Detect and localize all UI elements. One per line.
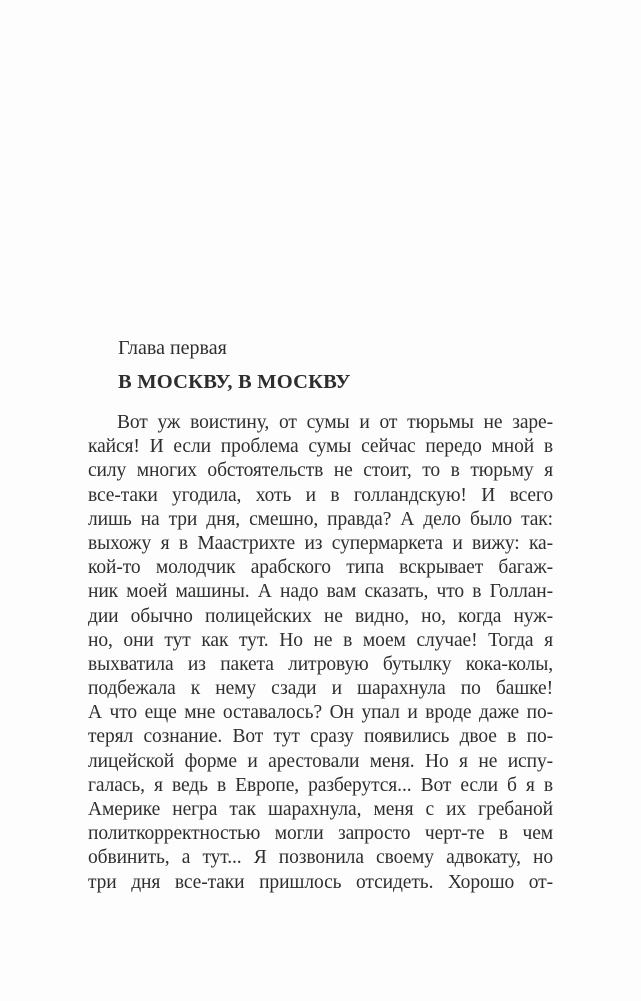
body-line: обвинить, а тут... Я позвонила своему адвокату, но xyxy=(88,847,553,869)
body-line: выхожу я в Маастрихте из супермаркета и вижу: ка- xyxy=(88,532,553,554)
body-line: политкорректностью могли запросто черт-те в чем xyxy=(88,823,553,845)
body-line: Вот уж воистину, от сумы и от тюрьмы не заре- xyxy=(117,412,553,433)
body-line: силу многих обстоятельств не стоит, то в тюрьму я xyxy=(88,460,553,482)
body-line: три дня все-таки пришлось отсидеть. Хорошо от- xyxy=(88,871,553,893)
chapter-title: В МОСКВУ, В МОСКВУ xyxy=(118,371,351,393)
text-block xyxy=(88,336,553,895)
body-line: дии обычно полицейских не видно, но, когда нуж- xyxy=(88,605,553,627)
body-line: кой-то молодчик арабского типа вскрывает багаж- xyxy=(88,557,553,579)
body-line: выхватила из пакета литровую бутылку кока-колы, xyxy=(88,653,553,675)
body-line: подбежала к нему сзади и шарахнула по башке! xyxy=(88,678,553,700)
body-line: терял сознание. Вот тут сразу появились двое в по- xyxy=(88,726,553,748)
body-line: Америке негра так шарахнула, меня с их гребаной xyxy=(88,799,553,820)
body-line: но, они тут как тут. Но не в моем случае! Тогда я xyxy=(88,629,553,651)
chapter-label: Глава первая xyxy=(118,337,227,359)
body-paragraph xyxy=(88,411,553,895)
body-line: А что еще мне оставалось? Он упал и вроде даже по- xyxy=(88,702,553,724)
body-line: лицейской форме и арестовали меня. Но я не испу- xyxy=(88,750,553,772)
body-line: ник моей машины. А надо вам сказать, что в Голлан- xyxy=(88,581,553,603)
body-line: галась, я ведь в Европе, разберутся... Вот если б я в xyxy=(88,774,553,796)
body-line: все-таки угодила, хоть и в голландскую! И всего xyxy=(88,484,553,506)
body-line: кайся! И если проблема сумы сейчас передо мной в xyxy=(88,436,553,458)
body-line: лишь на три дня, смешно, правда? А дело было так: xyxy=(88,508,553,530)
